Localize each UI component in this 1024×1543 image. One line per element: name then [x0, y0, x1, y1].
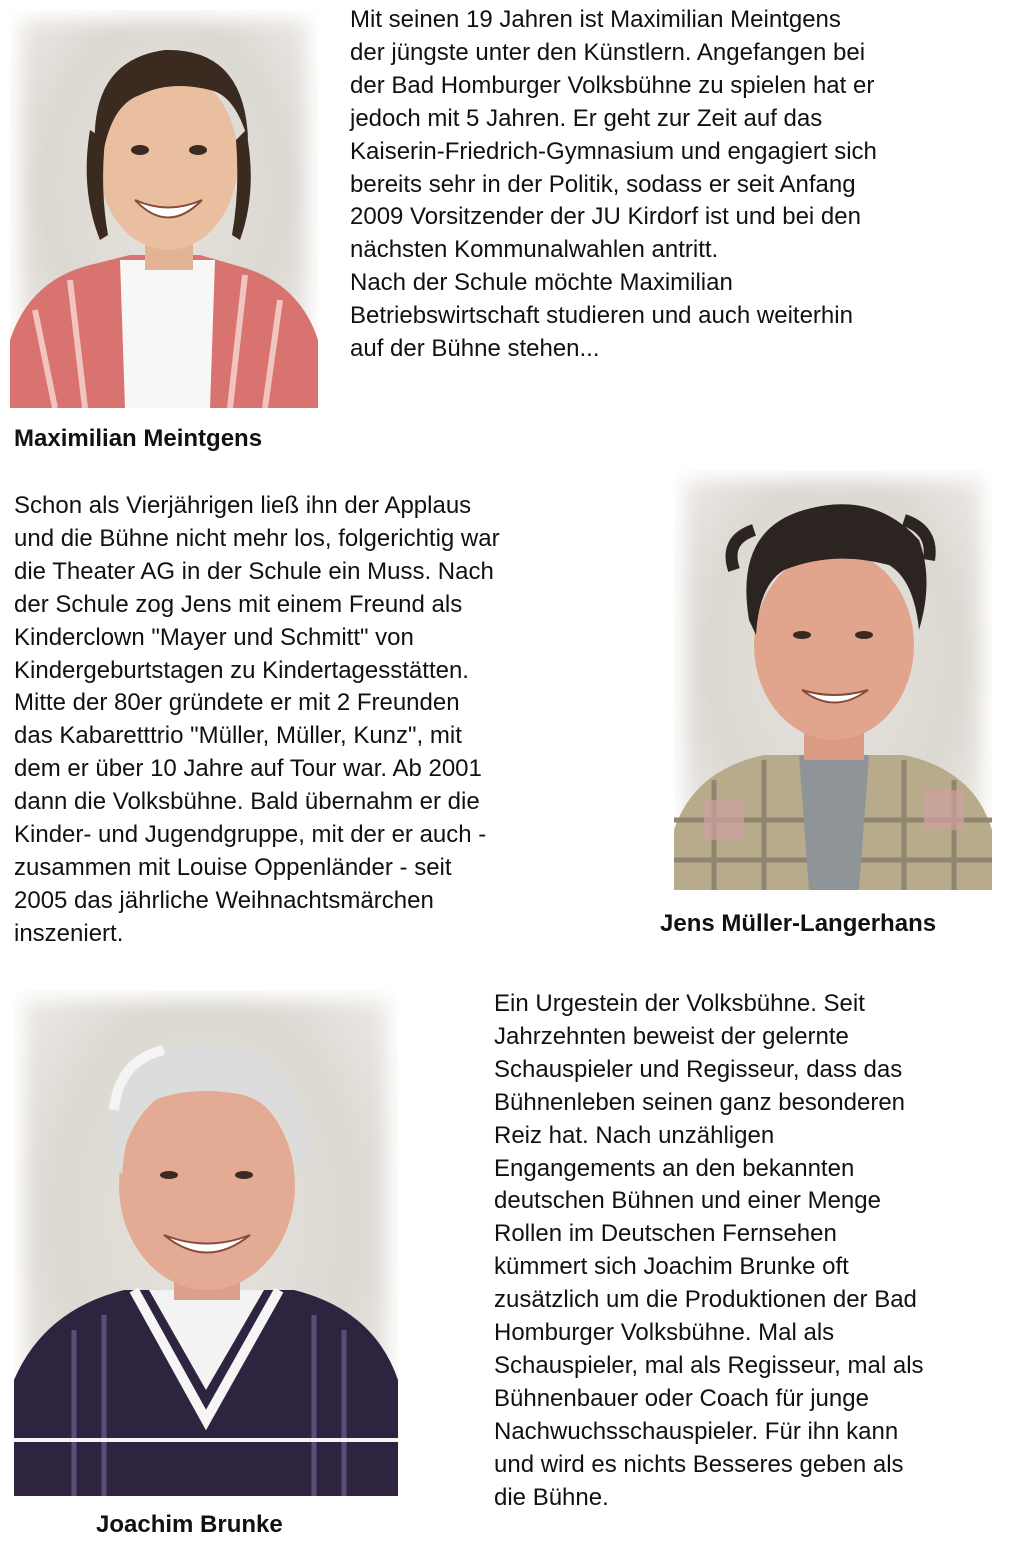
bio-text-joachim: Ein Urgestein der Volksbühne. Seit Jahrzehnten beweist der gelernte Schauspieler und Regisseur, dass das Bühnenleben seinen ganz besonderen Reiz hat. Nach unzähligen Engangements an den bekannten deutschen Bühnen und einer Menge Rollen im Deutschen Fernsehen kümmert sich Joachim Brunke oft zusätzlich um die Produktionen der Bad Homburger Volksbühne. Mal als Schauspieler, mal als Regisseur, mal als Bühnenbauer oder Coach für junge Nachwuchsschauspieler. Für ihn kann und wird es nichts Besseres geben als die Bühne. — [494, 990, 924, 1511]
portrait-photo-joachim — [14, 990, 398, 1496]
portrait-illustration — [10, 10, 318, 408]
portrait-illustration — [674, 470, 992, 890]
name-caption-joachim: Joachim Brunke — [96, 1511, 283, 1538]
portrait-illustration — [14, 990, 398, 1496]
name-caption-maximilian: Maximilian Meintgens — [14, 425, 263, 452]
portrait-photo-maximilian — [10, 10, 318, 408]
portrait-photo-jens — [674, 470, 992, 890]
name-caption-jens: Jens Müller-Langerhans — [660, 910, 937, 937]
bio-text-jens: Schon als Vierjährigen ließ ihn der Applaus und die Bühne nicht mehr los, folgerichtig war die Theater AG in der Schule ein Muss. Nach der Schule zog Jens mit einem Freund als Kinderclown "Mayer und Schmitt" von Kindergeburtstagen zu Kindertagesstätten. Mitte der 80er gründete er mit 2 Freunden das Kabaretttrio "Müller, Müller, Kunz", mit dem er über 10 Jahre auf Tour war. Ab 2001 dann die Volksbühne. Bald übernahm er die Kinder- und Jugendgruppe, mit der er auch - zusammen mit Louise Oppenländer - seit 2005 das jährliche Weihnachtsmärchen inszeniert. — [14, 492, 500, 947]
bio-text-maximilian: Mit seinen 19 Jahren ist Maximilian Meintgens der jüngste unter den Künstlern. Angefangen bei der Bad Homburger Volksbühne zu spielen hat er jedoch mit 5 Jahren. Er geht zur Zeit auf das Kaiserin-Friedrich-Gymnasium und engagiert sich bereits sehr in der Politik, sodass er seit Anfang 2009 Vorsitzender der JU Kirdorf ist und bei den nächsten Kommunalwahlen antritt. Nach der Schule möchte Maximilian Betriebswirtschaft studieren und auch weiterhin auf der Bühne stehen... — [350, 6, 877, 363]
